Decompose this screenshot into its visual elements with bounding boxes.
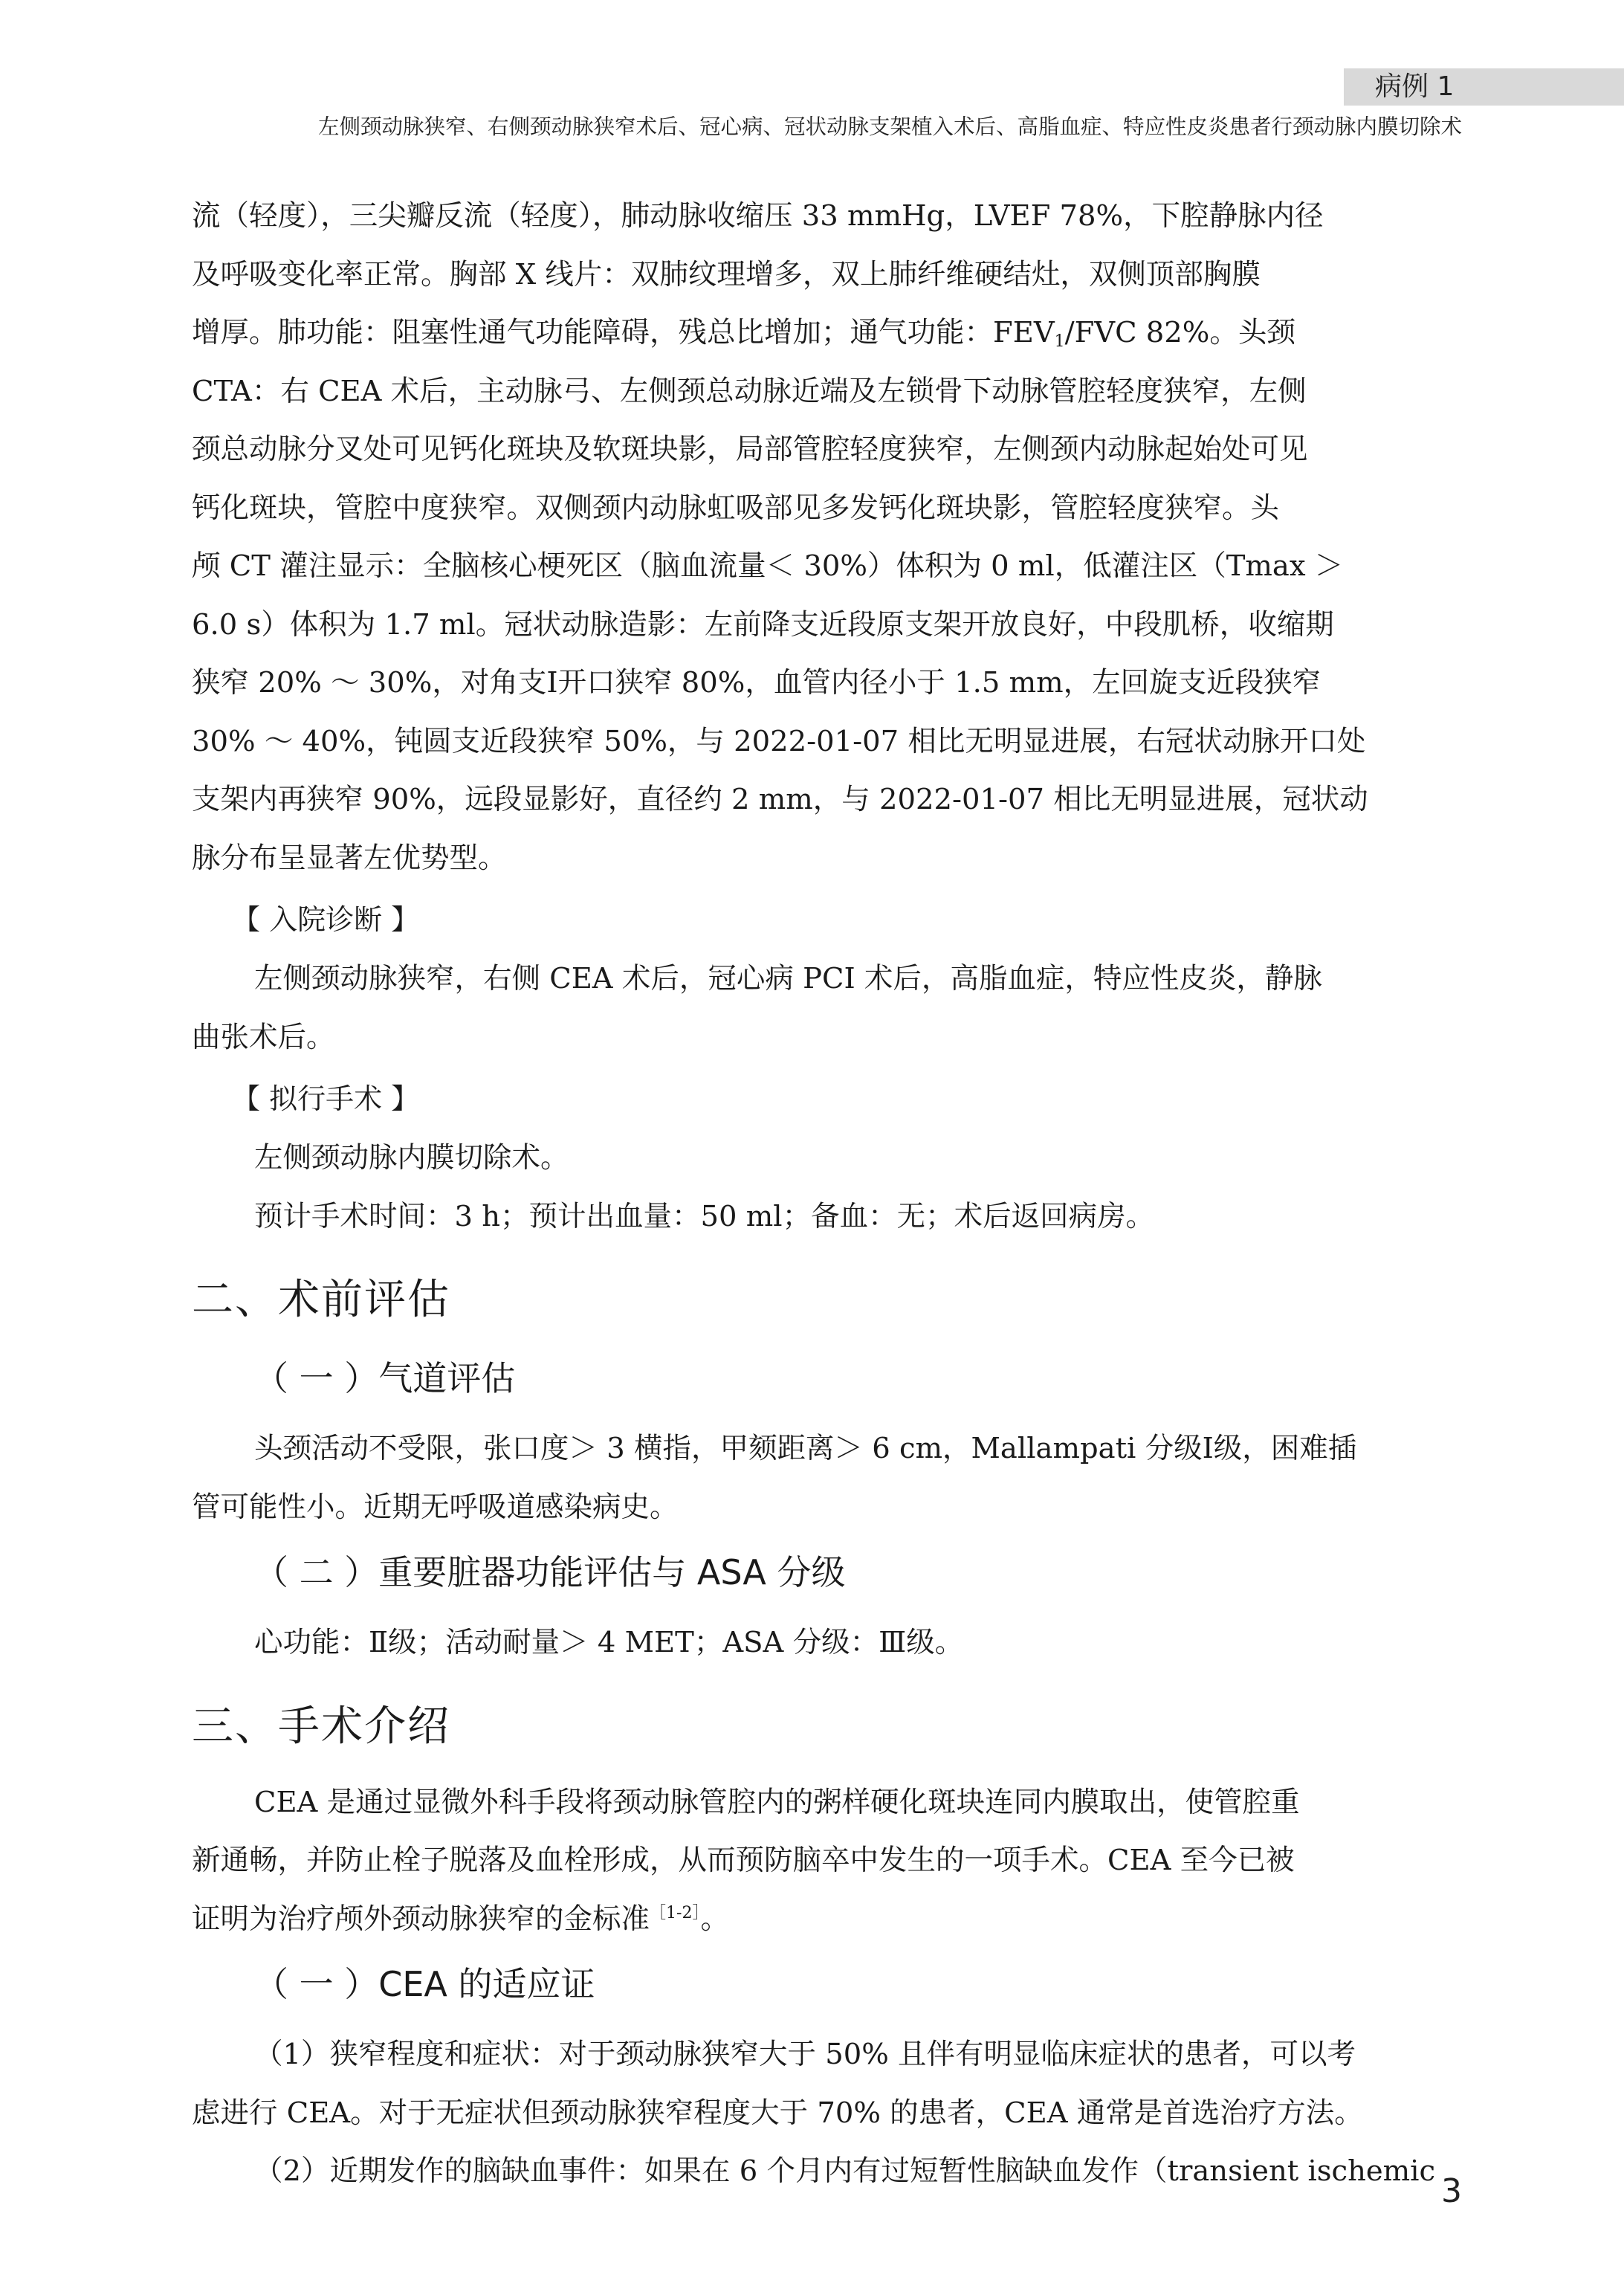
text-line: 及呼吸变化率正常。胸部 X 线片：双肺纹理增多，双上肺纤维硬结灶，双侧顶部胸膜 (192, 257, 1261, 291)
text-line: CEA 是通过显微外科手段将颈动脉管腔内的粥样硬化斑块连同内膜取出，使管腔重 (254, 1785, 1300, 1819)
text-line: 新通畅，并防止栓子脱落及血栓形成，从而预防脑卒中发生的一项手术。CEA 至今已被 (192, 1844, 1295, 1877)
text-line: 左侧颈动脉内膜切除术。 (254, 1141, 569, 1175)
airway-text (192, 1420, 1464, 1537)
text-line: 颈总动脉分叉处可见钙化斑块及软斑块影，局部管腔轻度狭窄，左侧颈内动脉起始处可见 (192, 433, 1308, 466)
text-line: 心功能：Ⅱ级；活动耐量＞ 4 MET；ASA 分级：Ⅲ级。 (254, 1626, 964, 1659)
text-line: （2）近期发作的脑缺血事件：如果在 6 个月内有过短暂性脑缺血发作（transient ischemic (254, 2154, 1436, 2188)
page-number: 3 (1441, 2172, 1462, 2210)
text-line (192, 1890, 1464, 1949)
running-header-subtitle: 左侧颈动脉狭窄、右侧颈动脉狭窄术后、冠心病、冠状动脉支架植入术后、高脂血症、特应性皮炎患者行颈动脉内膜切除术 (317, 114, 1462, 139)
pft-text-end: /FVC 82%。头颈 (1064, 316, 1295, 349)
text-line: 虑进行 CEA。对于无症状但颈动脉狭窄程度大于 70% 的患者，CEA 通常是首选治疗方法。 (192, 2096, 1363, 2130)
text-line: 曲张术后。 (192, 1020, 335, 1054)
text-line: 颅 CT 灌注显示：全脑核心梗死区（脑血流量＜ 30%）体积为 0 ml，低灌注区（Tmax ＞ (192, 549, 1344, 583)
intro-period: 。 (700, 1902, 729, 1936)
admission-diagnosis-text (192, 950, 1464, 1067)
case-label: 病例 1 (1375, 71, 1455, 102)
citation-reference: ［1-2］ (650, 1903, 701, 1922)
section-heading-preop: 二、术前评估 (192, 1276, 450, 1324)
section-heading-surgery: 三、手术介绍 (192, 1702, 450, 1751)
exam-findings-paragraph (192, 187, 1464, 888)
text-line: 支架内再狭窄 90%，远段显影好，直径约 2 mm，与 2022-01-07 相比无明显进展，冠状动 (192, 783, 1368, 816)
text-line: 6.0 s）体积为 1.7 ml。冠状动脉造影：左前降支近段原支架开放良好，中段肌桥，收缩期 (192, 607, 1334, 642)
subheading-airway: （ 一 ）气道评估 (254, 1358, 516, 1398)
text-line: （1）狭窄程度和症状：对于颈动脉狭窄大于 50% 且伴有明显临床症状的患者，可以考 (254, 2038, 1356, 2071)
pft-text: 增厚。肺功能：阻塞性通气功能障碍，残总比增加；通气功能：FEV (192, 316, 1055, 349)
page-body (192, 187, 1464, 2201)
surgery-intro-text (192, 1774, 1464, 1949)
text-line (192, 304, 1464, 363)
subheading-organ-asa: （ 二 ）重要脏器功能评估与 ASA 分级 (254, 1552, 846, 1592)
text-line: 左侧颈动脉狭窄，右侧 CEA 术后，冠心病 PCI 术后，高脂血症，特应性皮炎，静脉 (254, 962, 1322, 995)
admission-diagnosis-heading: 【 入院诊断 】 (232, 903, 420, 936)
text-line: 预计手术时间：3 h；预计出血量：50 ml；备血：无；术后返回病房。 (254, 1199, 1155, 1233)
subheading-indications: （ 一 ）CEA 的适应证 (254, 1964, 595, 2004)
fev-subscript: 1 (1054, 332, 1065, 351)
text-line: 流（轻度），三尖瓣反流（轻度），肺动脉收缩压 33 mmHg，LVEF 78%，下腔静脉内径 (192, 199, 1324, 233)
text-line: 管可能性小。近期无呼吸道感染病史。 (192, 1490, 679, 1524)
organ-asa-text (192, 1614, 1464, 1673)
text-line: 头颈活动不受限，张口度＞ 3 横指，甲颏距离＞ 6 cm，Mallampati 分级Ⅰ级，困难插 (254, 1432, 1357, 1465)
text-line: CTA：右 CEA 术后，主动脉弓、左侧颈总动脉近端及左锁骨下动脉管腔轻度狭窄，左侧 (192, 374, 1307, 408)
planned-surgery-heading: 【 拟行手术 】 (232, 1082, 420, 1115)
text-line: 狭窄 20% ～ 30%，对角支Ⅰ开口狭窄 80%，血管内径小于 1.5 mm，左回旋支近段狭窄 (192, 666, 1321, 700)
text-line: 30% ～ 40%，钝圆支近段狭窄 50%，与 2022-01-07 相比无明显进展，右冠状动脉开口处 (192, 724, 1366, 758)
indications-text (192, 2026, 1464, 2201)
planned-surgery-text (192, 1129, 1464, 1246)
text-line: 钙化斑块，管腔中度狭窄。双侧颈内动脉虹吸部见多发钙化斑块影，管腔轻度狭窄。头 (192, 491, 1280, 525)
intro-last-text: 证明为治疗颅外颈动脉狭窄的金标准 (192, 1902, 650, 1936)
text-line: 脉分布呈显著左优势型。 (192, 841, 507, 875)
